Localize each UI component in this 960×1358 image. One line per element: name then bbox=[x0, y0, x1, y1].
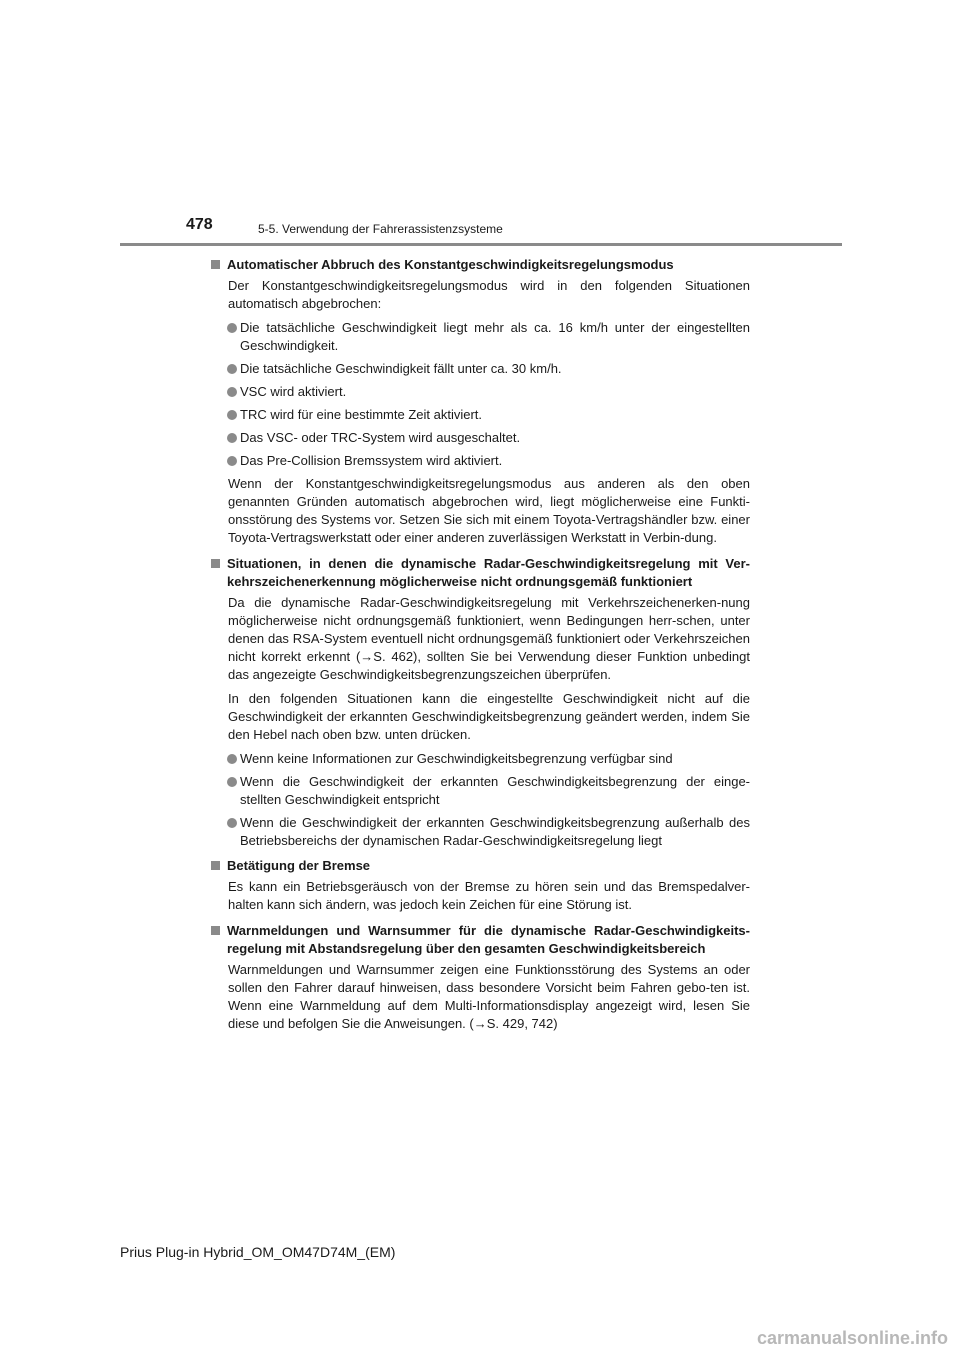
circle-bullet-icon bbox=[227, 456, 237, 466]
list-item: Wenn die Geschwindigkeit der erkannten Geschwindigkeitsbegrenzung außerhalb des Betriebsbereichs der dynamischen Radar-Geschwindigkeitsregelung liegt bbox=[210, 814, 750, 850]
paragraph: Wenn der Konstantgeschwindigkeitsregelungsmodus aus anderen als den oben genannten Gründen automatisch abgebrochen wird, liegt möglicherweise eine Funkti-onsstörung des Systems vor. Setzen Sie sich mit einem Toyota-Vertragshändler bzw. einer Toyota-Vertragswerkstatt oder einer anderen zuverlässigen Werkstatt in Verbin-dung. bbox=[228, 476, 750, 545]
heading-text: Warnmeldungen und Warnsummer für die dynamische Radar-Geschwindigkeits-regelung mit Abstandsregelung über den gesamten Geschwindigkeitsbereich bbox=[227, 923, 750, 956]
section-heading-traffic-sign bbox=[210, 555, 750, 591]
document-footer: Prius Plug-in Hybrid_OM_OM47D74M_(EM) bbox=[120, 1244, 396, 1260]
section-title: 5-5. Verwendung der Fahrerassistenzsysteme bbox=[258, 222, 503, 236]
page-content bbox=[210, 256, 750, 1039]
list-item: Die tatsächliche Geschwindigkeit fällt unter ca. 30 km/h. bbox=[210, 360, 750, 378]
square-bullet-icon bbox=[211, 926, 220, 935]
square-bullet-icon bbox=[211, 559, 220, 568]
list-item: Wenn die Geschwindigkeit der erkannten Geschwindigkeitsbegrenzung der einge-stellten Geschwindigkeit entspricht bbox=[210, 773, 750, 809]
circle-bullet-icon bbox=[227, 364, 237, 374]
section-heading-auto-cancel bbox=[210, 256, 750, 274]
square-bullet-icon bbox=[211, 861, 220, 870]
paragraph: Da die dynamische Radar-Geschwindigkeitsregelung mit Verkehrszeichenerken-nung möglicherweise nicht ordnungsgemäß funktioniert, wenn Bedingungen herr-schen, unter denen das RSA-System eventuell nicht ordnungsgemäß funktioniert oder Verkehrszeichen nicht korrekt erkennt (→S. 462), sollten Sie bei Verwendung dieser Funktion unbedingt das angezeigte Geschwindigkeitsbegrenzungszeichen überprüfen. bbox=[228, 595, 750, 682]
circle-bullet-icon bbox=[227, 777, 237, 787]
watermark: carmanualsonline.info bbox=[756, 1328, 948, 1348]
section-heading-brake bbox=[210, 857, 750, 875]
paragraph: Der Konstantgeschwindigkeitsregelungsmodus wird in den folgenden Situationen automatisch abgebrochen: bbox=[228, 278, 750, 311]
page-number: 478 bbox=[186, 216, 213, 233]
circle-bullet-icon bbox=[227, 818, 237, 828]
heading-text: Situationen, in denen die dynamische Radar-Geschwindigkeitsregelung mit Ver-kehrszeichenerkennung möglicherweise nicht ordnungsgemäß funktioniert bbox=[227, 556, 750, 589]
list-item: VSC wird aktiviert. bbox=[210, 383, 750, 401]
heading-text: Betätigung der Bremse bbox=[227, 858, 371, 873]
header-divider bbox=[120, 243, 842, 246]
square-bullet-icon bbox=[211, 260, 220, 269]
paragraph: In den folgenden Situationen kann die eingestellte Geschwindigkeit nicht auf die Geschwindigkeit der erkannten Geschwindigkeitsbegrenzung geändert werden, indem Sie den Hebel nach oben bzw. unten drücken. bbox=[228, 691, 750, 742]
list-item: Wenn keine Informationen zur Geschwindigkeitsbegrenzung verfügbar sind bbox=[210, 750, 750, 768]
list-item: Die tatsächliche Geschwindigkeit liegt mehr als ca. 16 km/h unter der eingestellten Geschwindigkeit. bbox=[210, 319, 750, 355]
circle-bullet-icon bbox=[227, 410, 237, 420]
heading-text: Automatischer Abbruch des Konstantgeschwindigkeitsregelungsmodus bbox=[227, 257, 674, 272]
section-heading-warnings bbox=[210, 922, 750, 958]
circle-bullet-icon bbox=[227, 387, 237, 397]
circle-bullet-icon bbox=[227, 323, 237, 333]
list-item: TRC wird für eine bestimmte Zeit aktiviert. bbox=[210, 406, 750, 424]
list-item: Das VSC- oder TRC-System wird ausgeschaltet. bbox=[210, 429, 750, 447]
circle-bullet-icon bbox=[227, 433, 237, 443]
paragraph: Warnmeldungen und Warnsummer zeigen eine Funktionsstörung des Systems an oder sollen den Fahrer darauf hinweisen, dass besondere Vorsicht beim Fahren gebo-ten ist. Wenn eine Warnmeldung auf dem Multi-Informationsdisplay angezeigt wird, lesen Sie diese und befolgen Sie die Anweisungen. (→S. 429, 742) bbox=[228, 962, 750, 1031]
circle-bullet-icon bbox=[227, 754, 237, 764]
list-item: Das Pre-Collision Bremssystem wird aktiviert. bbox=[210, 452, 750, 470]
paragraph: Es kann ein Betriebsgeräusch von der Bremse zu hören sein und das Bremspedalver-halten kann sich ändern, was jedoch kein Zeichen für eine Störung ist. bbox=[228, 879, 750, 912]
